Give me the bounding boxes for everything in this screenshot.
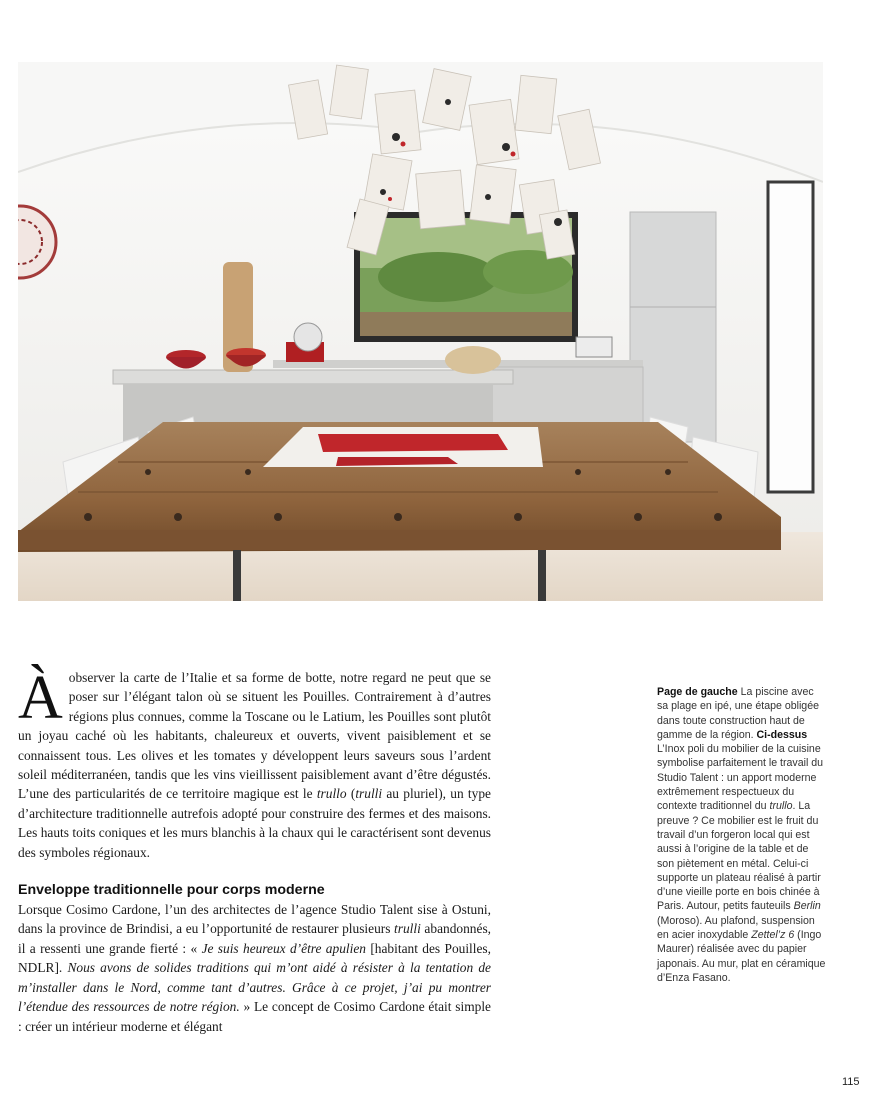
drop-cap: À xyxy=(18,664,63,732)
caption-zettel-term: Zettel’z 6 xyxy=(751,929,795,942)
page-number: 115 xyxy=(842,1076,860,1088)
intro-tail: au pluriel), un type d’architecture traditionnelle autrefois adopté pour construire des fermes et des maisons. Les hauts toits coniques et les murs blanchis à la chaux qui le caractérisent sont devenus des symboles régionaux. xyxy=(18,786,491,860)
kitchen-illustration xyxy=(18,62,823,601)
intro-paren: ( xyxy=(346,786,356,802)
intro-text: observer la carte de l’Italie et sa forme de botte, notre regard ne peut que se poser sur l’élégant talon où se situent les Pouilles. Contrairement à d’autres régions plus connues, comme la Toscane ou le Latium, les Pouilles sont plutôt un joyau caché où les habitants, chaleureux et ouverts, vivent paisiblement et se connaissent tous. Les olives et les tomates y développent leurs saveurs sous l’ardent soleil méditerranéen, tandis que les vins vieillissent paisiblement avant d’être dégustés. L’une des particularités de ce territoire magique est le xyxy=(18,670,491,802)
p2-quote-1: Je suis heureux d’être apulien xyxy=(201,940,366,956)
intro-trulli-term: trulli xyxy=(355,786,383,802)
p2-text-a: Lorsque Cosimo Cardone, l’un des architectes de l’agence Studio Talent sise à Ostuni, dans la province de Brindisi, a eu l’opportunité de restaurer plusieurs xyxy=(18,902,491,937)
caption-trullo-term: trullo xyxy=(769,800,793,813)
caption-text-1: La piscine avec sa plage en ipé, une étape obligée dans toute construction haut de gamme de la région. xyxy=(657,686,819,741)
p2-text-b: abandonnés, il a ressenti une grande fierté : « xyxy=(18,921,491,956)
p2-trulli-term: trulli xyxy=(394,921,421,937)
article-body xyxy=(18,664,492,1036)
second-paragraph xyxy=(18,900,491,1036)
caption-text-2d: (Ingo Maurer) réalisée avec du papier japonais. Au mur, plat en céramique d’Enza Fasano. xyxy=(657,929,826,984)
p2-text-c: [habitant des Pouilles, NDLR]. xyxy=(18,940,491,976)
photo-caption xyxy=(657,685,827,985)
caption-label-above: Ci-dessus xyxy=(756,728,808,741)
p2-quote-2: Nous avons de solides traditions qui m’ont aidé à résister à la tentation de m’installer dans le Nord, comme tant d’autres. Grâce à ce projet, j’ai pu montrer l’étendue des ressources de notre région. xyxy=(18,960,492,1015)
caption-label-left-page: Page de gauche xyxy=(657,686,738,698)
intro-trullo-term: trullo xyxy=(316,786,347,802)
intro-paragraph xyxy=(18,664,491,862)
caption-berlin-term: Berlin xyxy=(793,900,821,913)
kitchen-photo xyxy=(18,62,823,601)
caption-text-2c: (Moroso). Au plafond, suspension en acier inoxydable xyxy=(657,914,815,942)
section-heading: Enveloppe traditionnelle pour corps moderne xyxy=(18,882,325,899)
p2-text-d: » Le concept de Cosimo Cardone était simple : créer un intérieur moderne et élégant xyxy=(18,999,491,1034)
caption-text-2a: L’Inox poli du mobilier de la cuisine symbolise parfaitement le travail du Studio Talent : un apport moderne extrêmement respectueux du contexte traditionnel du xyxy=(657,743,824,813)
caption-text-2b: . La preuve ? Ce mobilier est le fruit du travail d’un forgeron local qui est aussi à l’origine de la table et de son piètement en métal. Celui-ci supporte un plateau réalisé à partir d’une vieille porte en bois chinée à Paris. Autour, petits fauteuils xyxy=(657,800,821,913)
